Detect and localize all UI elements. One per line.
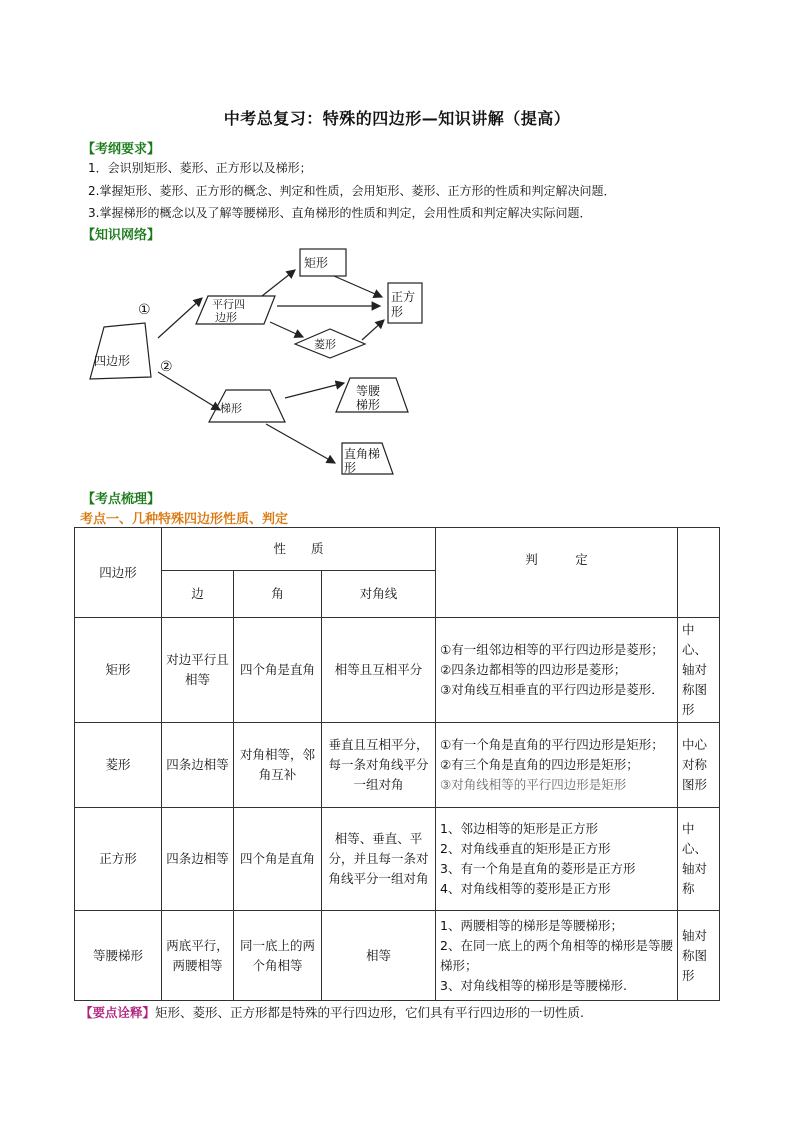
table-row <box>75 911 720 1001</box>
judge-item: 1、邻边相等的矩形是正方形 <box>440 821 598 836</box>
subsection-point1: 考点一、几种特殊四边形性质、判定 <box>80 512 289 527</box>
label-isosceles-trapezoid: 等腰 <box>356 384 381 398</box>
judge-item: ②四条边都相等的四边形是菱形； <box>440 662 627 677</box>
cell-symmetry: 中心、轴对称图形 <box>678 618 720 723</box>
cell-shape: 正方形 <box>75 808 162 911</box>
table-row <box>75 723 720 808</box>
quadrilateral-shape <box>90 323 151 379</box>
label-square: 正方 <box>391 290 416 304</box>
cell-symmetry: 中心、轴对称 <box>678 808 720 911</box>
cell-angle: 四个角是直角 <box>234 618 322 723</box>
cell-side: 对边平行且相等 <box>162 618 234 723</box>
header-property: 性 质 <box>162 528 436 571</box>
label-rhombus: 菱形 <box>314 338 336 351</box>
label-isosceles-trapezoid: 梯形 <box>356 398 381 412</box>
requirement-line: 2.掌握矩形、菱形、正方形的概念、判定和性质，会用矩形、菱形、正方形的性质和判定解决问题． <box>88 184 616 198</box>
section-requirements: 【考纲要求】 <box>82 142 161 157</box>
label-parallelogram: 边形 <box>215 311 237 324</box>
cell-side: 两底平行，两腰相等 <box>162 911 234 1001</box>
key-note <box>80 1003 584 1021</box>
page-title: 中考总复习：特殊的四边形—知识讲解（提高） <box>223 109 571 128</box>
judge-item: 2、对角线垂直的矩形是正方形 <box>440 841 611 856</box>
judge-item: ①有一个角是直角的平行四边形是矩形； <box>440 737 664 752</box>
header-shape: 四边形 <box>75 528 162 618</box>
label-trapezoid: 梯形 <box>220 402 242 415</box>
cell-judge <box>436 618 678 723</box>
judge-item: ②有三个角是直角的四边形是矩形； <box>440 757 639 772</box>
label-right-trapezoid: 直角梯 <box>344 447 381 461</box>
cell-side: 四条边相等 <box>162 808 234 911</box>
cell-judge <box>436 808 678 911</box>
table-row <box>75 808 720 911</box>
table-row <box>75 618 720 723</box>
cell-shape: 菱形 <box>75 723 162 808</box>
cell-angle: 同一底上的两个角相等 <box>234 911 322 1001</box>
cell-judge <box>436 911 678 1001</box>
judge-item: ③对角线互相垂直的平行四边形是菱形． <box>440 682 664 697</box>
path-marker: ① <box>138 302 151 318</box>
cell-judge <box>436 723 678 808</box>
label-quadrilateral: 四边形 <box>94 354 131 368</box>
judge-item: 3、对角线相等的梯形是等腰梯形. <box>440 977 627 993</box>
judge-item: 2、在同一底上的两个角相等的梯形是等腰梯形； <box>440 937 673 973</box>
judge-item: 4、对角线相等的菱形是正方形 <box>440 881 611 896</box>
cell-shape: 等腰梯形 <box>75 911 162 1001</box>
cell-shape: 矩形 <box>75 618 162 723</box>
section-points: 【考点梳理】 <box>82 492 161 507</box>
properties-table <box>74 527 720 1001</box>
judge-item: 1、两腰相等的梯形是等腰梯形； <box>440 917 623 933</box>
key-note-tag: 【要点诠释】 <box>80 1005 156 1020</box>
header-judge: 判 定 <box>436 528 678 618</box>
header-symmetry <box>678 528 720 618</box>
judge-item: ①有一组邻边相等的平行四边形是菱形； <box>440 642 664 657</box>
cell-diagonal: 相等、垂直、平分，并且每一条对角线平分一组对角 <box>322 808 436 911</box>
requirement-line: 3.掌握梯形的概念以及了解等腰梯形、直角梯形的性质和判定，会用性质和判定解决实际问题． <box>88 206 592 220</box>
label-right-trapezoid: 形 <box>344 461 357 475</box>
label-square: 形 <box>391 305 404 319</box>
requirement-line: 1．会识别矩形、菱形、正方形以及梯形； <box>88 161 312 175</box>
cell-side: 四条边相等 <box>162 723 234 808</box>
section-network: 【知识网络】 <box>82 228 161 243</box>
cell-diagonal: 相等 <box>322 911 436 1001</box>
cell-angle: 四个角是直角 <box>234 808 322 911</box>
knowledge-network-diagram <box>80 240 440 480</box>
cell-diagonal: 垂直且互相平分，每一条对角线平分一组对角 <box>322 723 436 808</box>
cell-symmetry: 轴对称图形 <box>678 911 720 1001</box>
key-note-text: 矩形、菱形、正方形都是特殊的平行四边形，它们具有平行四边形的一切性质. <box>155 1005 584 1020</box>
cell-angle: 对角相等，邻角互补 <box>234 723 322 808</box>
judge-item: ③对角线相等的平行四边形是矩形 <box>440 777 627 792</box>
label-parallelogram: 平行四 <box>212 298 245 311</box>
cell-symmetry: 中心对称图形 <box>678 723 720 808</box>
header-angle: 角 <box>234 571 322 618</box>
path-marker: ② <box>160 359 173 375</box>
header-side: 边 <box>162 571 234 618</box>
label-rectangle: 矩形 <box>304 256 329 270</box>
cell-diagonal: 相等且互相平分 <box>322 618 436 723</box>
judge-item: 3、有一个角是直角的菱形是正方形 <box>440 861 636 876</box>
header-diagonal: 对角线 <box>322 571 436 618</box>
